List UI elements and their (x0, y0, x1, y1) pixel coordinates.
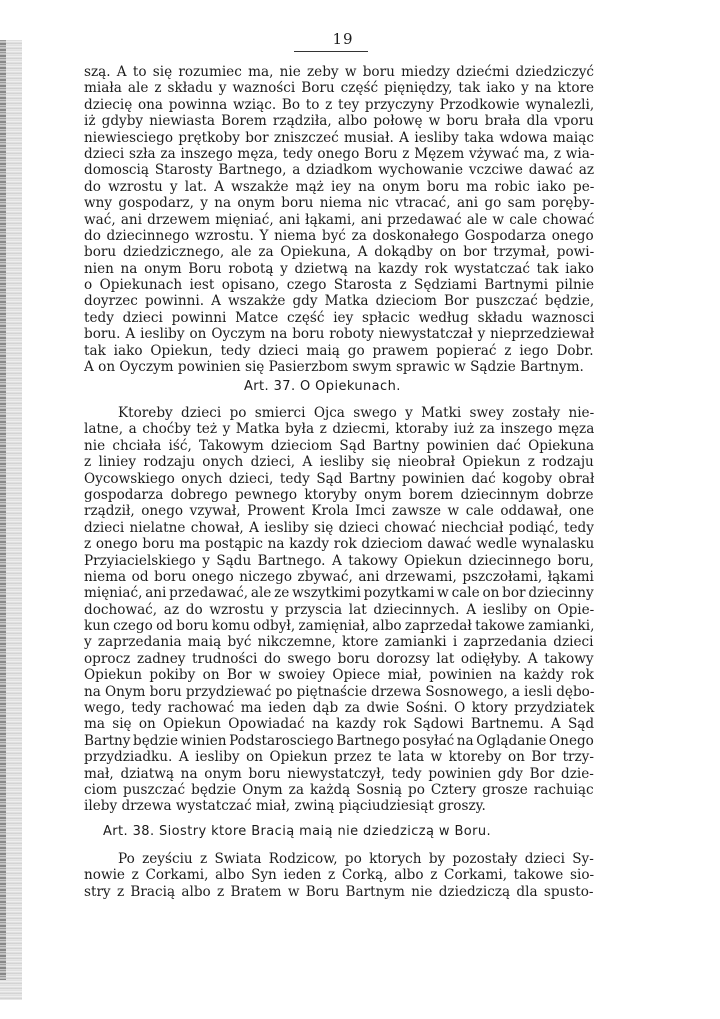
text-line: y zaprzedania maią być nikczemne, ktore zamianki i zaprzedania dzieci (84, 634, 594, 651)
text-line: na Onym boru przydziewać po piętnaście drzewa Sosnowego, a iesli dębo- (84, 683, 595, 700)
text-line: mał, dziatwą na onym boru niewystatczył, tedy powinien gdy Bor dzie- (84, 765, 594, 782)
text-line: wać, ani drzewem mięniać, ani łąkami, ani przedawać ale w cale chować (84, 211, 595, 228)
art-38-heading: Art. 38. Siostry ktore Bracią maią nie dziedziczą w Boru. (103, 824, 492, 839)
text-line: nien na onym Boru robotą y dzietwą na kazdy rok wystatczać tak iako (84, 260, 594, 277)
art-36-continuation-text (84, 64, 594, 375)
text-line: nie chciała iść, Takowym dzieciom Sąd Bartny powinien dać Opiekuna (84, 437, 595, 454)
text-line: doyrzec powinni. A wszakże gdy Matka dzieciom Bor puszczać będzie, (84, 293, 595, 310)
text-line: rządził, onego vzywał, Prowent Krola Imci zawsze w cale oddawał, one (84, 503, 594, 520)
text-line: do wzrostu y lat. A wszakże mąż iey na onym boru ma robic iako pe- (84, 178, 595, 195)
text-line: z liniey rodzaju onych dzieci, A iesliby się nieobrał Opiekun z rodzaju (84, 454, 594, 471)
text-line: wny gospodarz, y na onym boru niema nic vtracać, ani go sam poręby- (84, 195, 595, 212)
text-line: o Opiekunach iest opisano, czego Starosta z Sędziami Bartnymi pilnie (84, 277, 595, 294)
art-38-text (84, 851, 594, 900)
text-line: szą. A to się rozumiec ma, nie zeby w boru miedzy dziećmi dziedziczyć (84, 64, 595, 80)
text-line: nowie z Corkami, albo Syn ieden z Corką, albo z Corkami, takowe sio- (84, 867, 595, 884)
text-line: iż gdyby niewiasta Borem rządziła, albo połowę w boru brała dla vporu (84, 113, 594, 130)
text-line: niema od boru onego niczego zbywać, ani drzewami, pszczołami, łąkami (84, 568, 594, 585)
text-line: niewiesciego prętkoby bor zniszczeć musiał. A iesliby taka wdowa maiąc (84, 129, 594, 146)
text-line: mięniać, ani przedawać, ale ze wszytkimi pozytkami w cale on bor dziecinny (84, 585, 594, 602)
text-line: dziecię ona powinna wziąc. Bo to z tey przyczyny Przodkowie wynalezli, (84, 96, 595, 113)
text-line: boru dziedzicznego, ale za Opiekuna, A dokądby on bor trzymał, powi- (84, 244, 595, 261)
text-line: ma się on Opiekun Opowiadać na kazdy rok Sądowi Bartnemu. A Sąd (84, 716, 595, 733)
text-line: latne, a choćby też y Matka była z dziecmi, ktoraby iuż za inszego męza (84, 421, 595, 438)
text-line: oprocz zadney trudności do swego boru dorozsy lat odięłyby. A takowy (84, 650, 594, 667)
art-37-heading: Art. 37. O Opiekunach. (244, 379, 401, 394)
text-line: Przyiacielskiego y Sądu Bartnego. A takowy Opiekun dziecinnego boru, (84, 552, 594, 569)
text-line: do dziecinnego wzrostu. Y niema być za doskonałego Gospodarza onego (84, 227, 594, 244)
art-37-text (84, 405, 594, 815)
text-line: domoscią Starosty Bartnego, a dziadkom wychowanie vczciwe dawać az (84, 162, 595, 179)
text-line: dzieci szła za inszego męza, tedy onego Boru z Męzem vżywać ma, z wia- (84, 145, 595, 162)
text-line: ileby drzewa wystatczać miał, zwiną piąciudziesiąt groszy. (84, 798, 486, 815)
text-line: ciom puszczać będzie Onym za każdą Sosnią po Cztery grosze rachuiąc (84, 781, 594, 798)
page-number-rule (294, 51, 368, 52)
text-line: kun czego od boru komu odbył, zamięniał, albo zaprzedał takowe zamianki, (84, 618, 595, 635)
text-line: stry z Bracią albo z Bratem w Boru Bartnym nie dziedziczą dla spusto- (84, 883, 594, 900)
text-line: A on Oyczym powinien się Pasierzbom swym sprawic w Sądzie Bartnym. (84, 359, 584, 376)
text-line: Po zeyściu z Swiata Rodzicow, po ktorych by pozostały dzieci Sy- (118, 851, 594, 867)
text-line: wego, tedy rachować ma ieden dąb za dwie Sośni. O ktory przydziatek (84, 700, 595, 717)
text-line: tedy dzieci powinni Matce część iey spłacic według składu waznosci (84, 309, 595, 326)
text-line: Opiekun pokiby on Bor w swoiey Opiece miał, powinien na każdy rok (84, 667, 594, 684)
text-line: Ktoreby dzieci po smierci Ojca swego y Matki swey zostały nie- (118, 405, 595, 421)
text-line: miała ale z składu y wazności Boru część pięniędzy, tak iako y na ktore (84, 80, 595, 97)
text-line: przydziadku. A iesliby on Opiekun przez te lata w ktoreby on Bor trzy- (84, 749, 594, 766)
text-line: boru. A iesliby on Oyczym na boru roboty niewystatczał y nieprzedziewał (84, 326, 595, 343)
text-line: dochować, az do wzrostu y przyscia lat dziecinnych. A iesliby on Opie- (84, 601, 595, 618)
text-line: dzieci nielatne chował, A iesliby się dzieci chować niechciał podiąć, tedy (84, 519, 594, 536)
text-line: tak iako Opiekun, tedy dzieci maią go prawem popierać z iego Dobr. (84, 342, 594, 359)
text-line: Bartny będzie winien Podstarosciego Bartnego posyłać na Oglądanie Onego (84, 732, 594, 749)
page-number: 19 (332, 30, 354, 48)
text-line: Oycowskiego onych dzieci, tedy Sąd Bartny powinien dać kogoby obrał (84, 470, 595, 487)
text-line: z onego boru ma postąpic na kazdy rok dzieciom dawać wedle wynalasku (84, 536, 595, 553)
text-line: gospodarza dobrego pewnego ktoryby onym borem dziecinnym dobrze (84, 486, 594, 503)
scan-binding-edge (0, 40, 6, 980)
